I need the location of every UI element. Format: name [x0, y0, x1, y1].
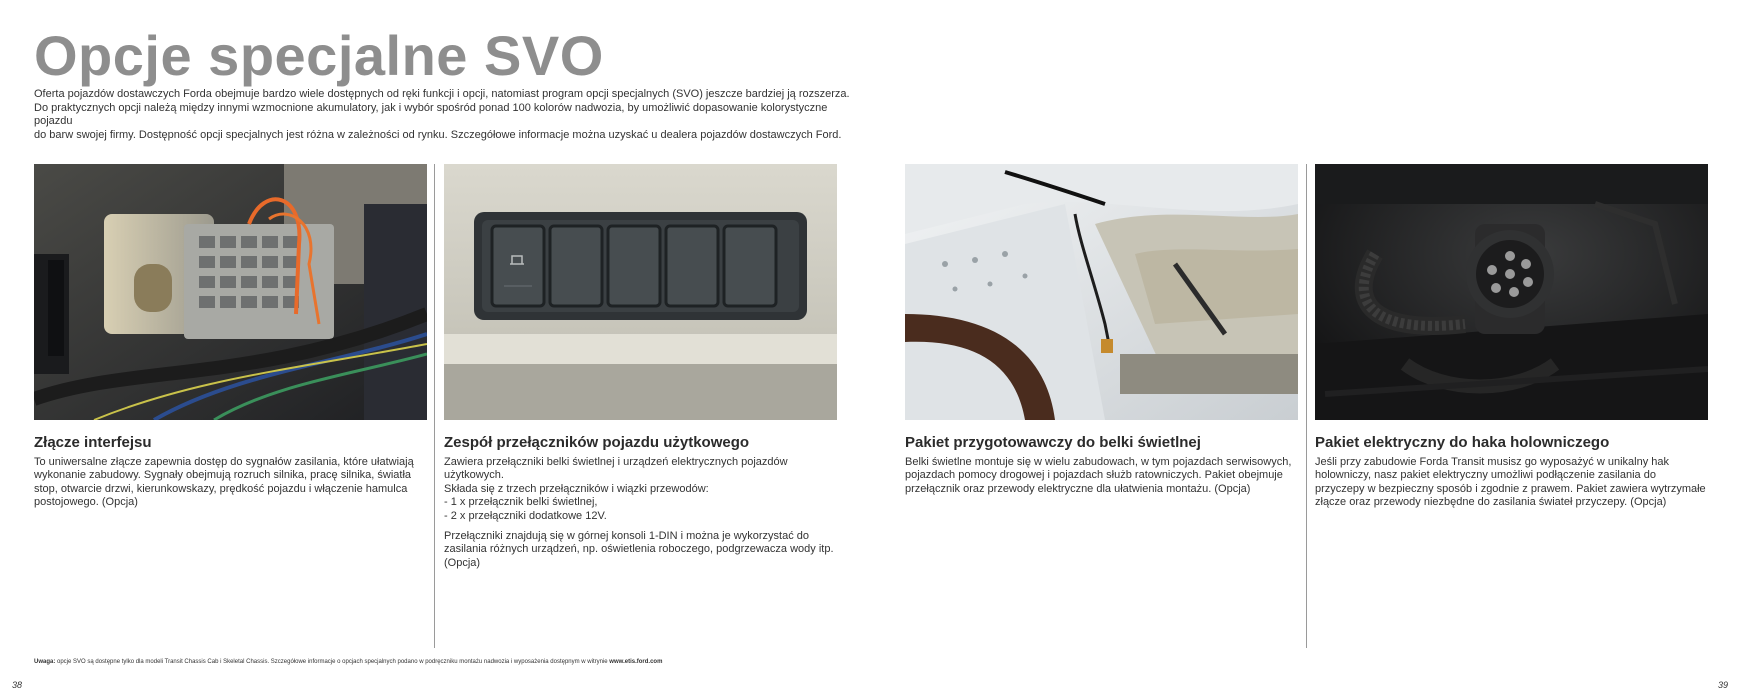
interface-connector-photo [34, 164, 427, 420]
feature-list-item: - 1 x przełącznik belki świetlnej, [444, 496, 598, 509]
page-number-right: 39 [1718, 680, 1729, 690]
feature-description: Przełączniki znajdują się w górnej konsoli 1-DIN i można je wykorzystać do zasilania różnych urządzeń, np. oświetlenia roboczego, podgrzewacza wody itp. (Opcja) [444, 530, 834, 569]
feature-heading: Pakiet przygotowawczy do belki świetlnej [905, 434, 1201, 451]
feature-towbar-electrics [1315, 164, 1708, 517]
note-link[interactable]: www.etis.ford.com [609, 659, 663, 665]
feature-list-item: - 2 x przełączniki dodatkowe 12V. [444, 509, 607, 522]
feature-description: To uniwersalne złącze zapewnia dostęp do sygnałów zasilania, które ułatwiają wykonanie zabudowy. Sygnały obejmują rozruch silnika, pracę silnika, światła stop, otwarcie drzwi, kierunkowskazy, prędkość pojazdu i włączenie hamulca postojowego. (Opcja) [34, 456, 414, 509]
feature-description-line: Zawiera przełączniki belki świetlnej i urządzeń elektrycznych pojazdów użytkowych. [444, 456, 788, 482]
feature-description-line: Składa się z trzech przełączników i wiązki przewodów: [444, 482, 709, 495]
lightbar-prep-photo [905, 164, 1298, 420]
intro-line: do barw swojej firmy. Dostępność opcji specjalnych jest różna w zależności od rynku. Szczegółowe informacje można uzyskać u dealera pojazdów dostawczych Ford. [34, 128, 842, 141]
switch-bank-photo [444, 164, 837, 420]
column-divider [1306, 164, 1307, 648]
feature-lightbar-prep [905, 164, 1298, 503]
footer-note [34, 659, 662, 665]
feature-description [444, 456, 837, 523]
feature-description: Jeśli przy zabudowie Forda Transit musisz go wyposażyć w unikalny hak holowniczy, nasz pakiet elektryczny umożliwi podłączenie zasilania do przyczepy w bezpieczny sposób i zgodnie z prawem. Pakiet zawiera wytrzymałe złącze oraz przewody niezbędne do zasilania świateł przyczepy. (Opcja) [1315, 456, 1706, 509]
intro-line: Oferta pojazdów dostawczych Forda obejmuje bardzo wiele dostępnych od ręki funkcji i opcji, natomiast program opcji specjalnych (SVO) jeszcze bardziej ją rozszerza. [34, 88, 850, 100]
feature-heading: Zespół przełączników pojazdu użytkowego [444, 434, 750, 451]
intro-text [34, 88, 854, 142]
feature-switch-bank [444, 164, 837, 577]
feature-heading: Pakiet elektryczny do haka holowniczego [1315, 434, 1610, 451]
feature-interface-connector [34, 164, 427, 517]
feature-heading: Złącze interfejsu [34, 434, 152, 451]
page-title: Opcje specjalne SVO [34, 24, 604, 87]
towbar-electrics-photo [1315, 164, 1708, 420]
note-text: opcje SVO są dostępne tylko dla modeli Transit Chassis Cab i Skeletal Chassis. Szczegółowe informacje o opcjach specjalnych podano w podręczniku montażu nadwozia i wyposażenia dostępnym w witrynie [55, 659, 610, 665]
column-divider [434, 164, 435, 648]
intro-line: Do praktycznych opcji należą między innymi wzmocnione akumulatory, jak i wybór spośród ponad 100 kolorów nadwozia, by umożliwić dopasowanie kolorystyczne pojazdu [34, 101, 828, 127]
page-number-left: 38 [12, 680, 23, 690]
note-label: Uwaga: [34, 659, 56, 665]
feature-description: Belki świetlne montuje się w wielu zabudowach, w tym pojazdach serwisowych, pojazdach pomocy drogowej i pojazdach służb ratowniczych. Pakiet obejmuje przełącznik oraz przewody elektryczne dla ułatwienia montażu. (Opcja) [905, 456, 1292, 495]
